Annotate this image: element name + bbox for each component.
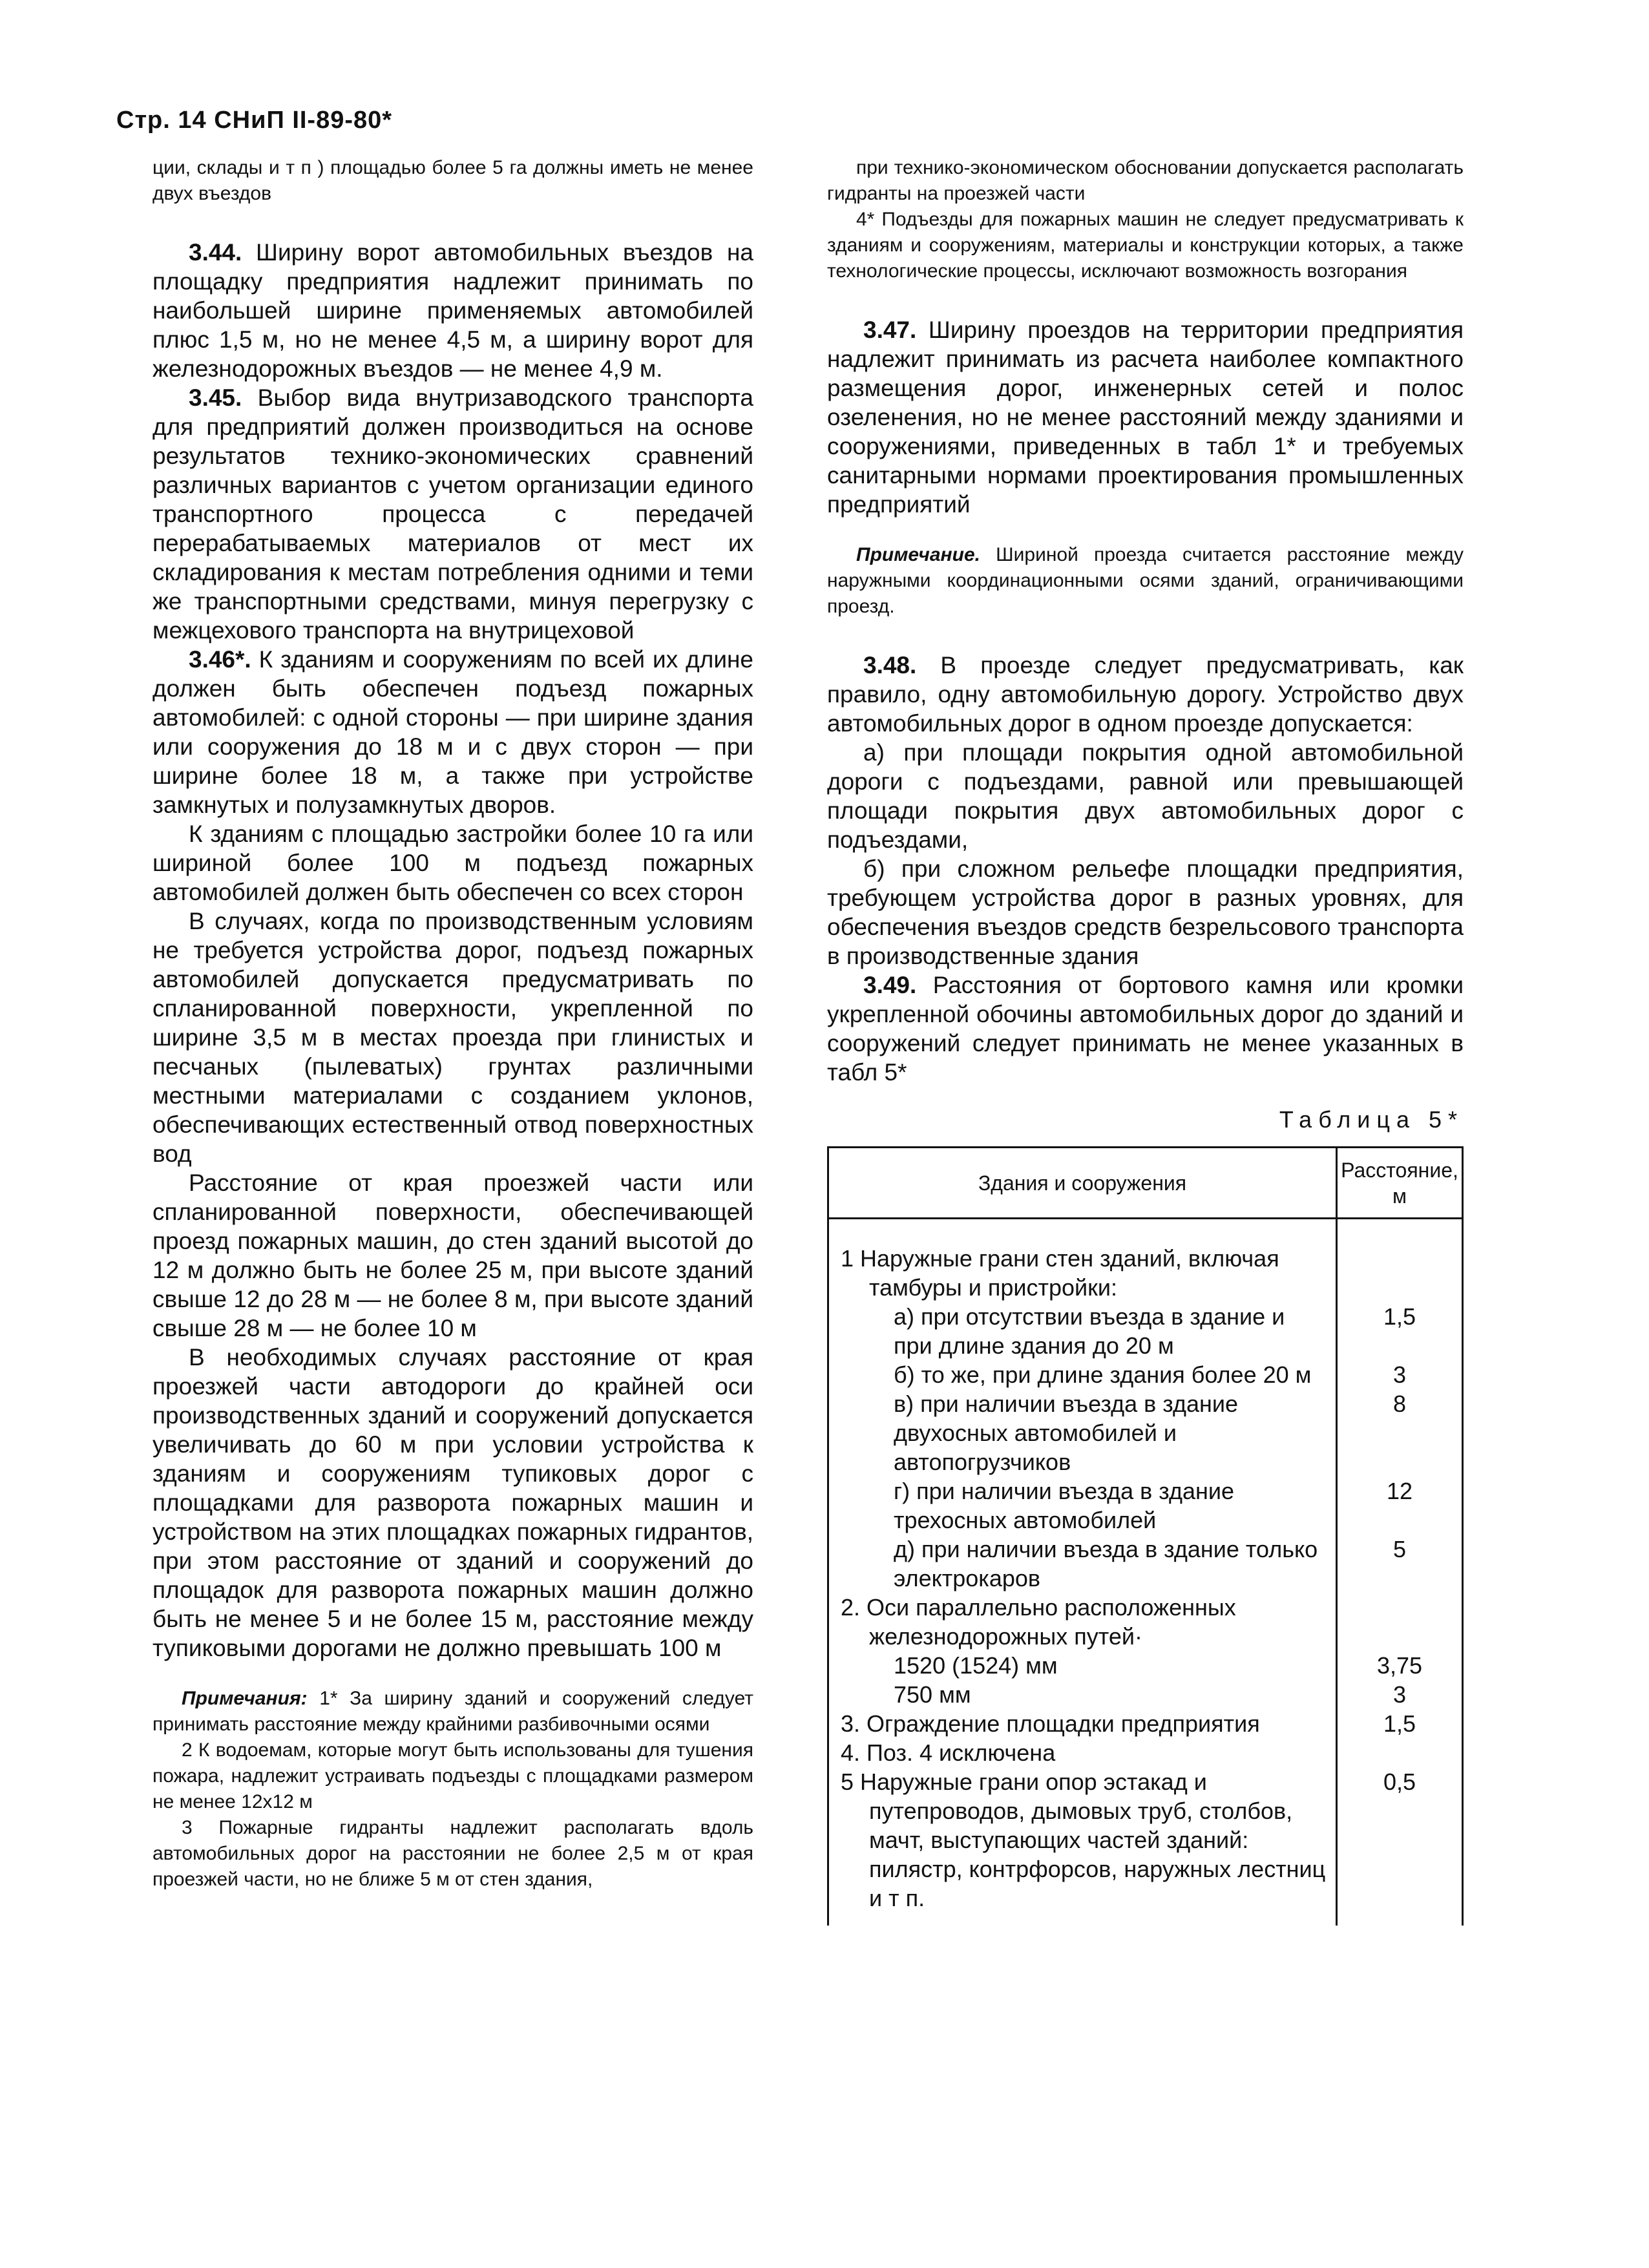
column-header: Расстояние, м [1337, 1148, 1463, 1219]
right-column [827, 155, 1464, 1926]
row-label: 5 Наружные грани опор эстакад и путепроводов, дымовых труб, столбов, мачт, выступающих частей зданий: пилястр, контрфорсов, наружных лестниц и т п. [841, 1769, 1326, 1911]
table-cell [1337, 1651, 1463, 1680]
clause-3-45 [152, 383, 753, 645]
row-value: 1,5 [1383, 1303, 1416, 1330]
row-value: 3 [1393, 1361, 1407, 1388]
clause-number: 3.48. [863, 652, 917, 678]
notes-item [152, 1686, 753, 1738]
clause-number: 3.47. [863, 317, 917, 343]
row-value: 12 [1387, 1478, 1413, 1504]
table-cell [1337, 1476, 1463, 1535]
note-label: Примечание. [856, 544, 980, 565]
notes-item: 4* Подъезды для пожарных машин не следует предусматривать к зданиям и сооружениям, материалы и конструкции которых, а также технологические процессы, исключают возможность возгорания [827, 209, 1464, 282]
clause-3-46-paragraph: В случаях, когда по производственным условиям не требуется устройства дорог, подъезд пожарных автомобилей допускается предусматривать по спланированной поверхности, укрепленной по ширине 3,5 м в местах проезда при глинистых и песчаных (пылеватых) грунтах различными местными материалами с созданием уклонов, обеспечивающих естественный отвод поверхностных вод [152, 908, 753, 1167]
row-label: 1520 (1524) мм [894, 1652, 1058, 1679]
row-label: а) при отсутствии въезда в здание и при длине здания до 20 м [894, 1303, 1285, 1359]
clause-text: Ширину ворот автомобильных въездов на площадку предприятия надлежит принимать по наибольшей ширине применяемых автомобилей плюс 1,5 м, но не менее 4,5 м, а ширину ворот для железнодорожных въездов — не менее 4,9 м. [152, 239, 753, 382]
table-row [828, 1360, 1463, 1389]
table-cell [828, 1302, 1337, 1360]
table-cell [828, 1360, 1337, 1389]
table-cell [1337, 1219, 1463, 1303]
table-cell [1337, 1709, 1463, 1738]
table-row [828, 1651, 1463, 1680]
table-row [828, 1738, 1463, 1767]
table-row [828, 1302, 1463, 1360]
table-cell [1337, 1738, 1463, 1767]
notes-item: 3 Пожарные гидранты надлежит располагать вдоль автомобильных дорог на расстоянии не более 2,5 м от края проезжей части, но не ближе 5 м от стен здания, [152, 1817, 753, 1890]
row-label: 3. Ограждение площадки предприятия [841, 1710, 1260, 1737]
clause-3-49 [827, 971, 1464, 1087]
table-5 [827, 1146, 1464, 1926]
row-value: 5 [1393, 1536, 1407, 1562]
table-cell [828, 1709, 1337, 1738]
table-row [828, 1593, 1463, 1651]
table-cell [1337, 1389, 1463, 1476]
table-cell [828, 1219, 1337, 1303]
clause-text: К зданиям и сооружениям по всей их длине должен быть обеспечен подъезд пожарных автомобилей: с одной стороны — при ширине здания или сооружения до 18 м и с двух сторон — при ширине более 18 м, а также при устройстве замкнутых и полузамкнутых дворов. [152, 646, 753, 818]
row-label: б) то же, при длине здания более 20 м [894, 1361, 1312, 1388]
table-cell [828, 1476, 1337, 1535]
clause-3-48-item: б) при сложном рельефе площадки предприятия, требующем устройства дорог в разных уровнях, для обеспечения въездов средств безрельсового транспорта в производственные здания [827, 856, 1464, 969]
clause-text: В проезде следует предусматривать, как правило, одну автомобильную дорогу. Устройство двух автомобильных дорог в одном проезде допускается: [827, 652, 1464, 737]
table-cell [828, 1738, 1337, 1767]
note-text: Шириной проезда считается расстояние между наружными координационными осями зданий, ограничивающими проезд. [827, 544, 1464, 617]
table-caption: Таблица 5* [1279, 1106, 1464, 1133]
clause-number: 3.44. [189, 239, 242, 266]
column-header: Здания и сооружения [828, 1148, 1337, 1219]
row-label: в) при наличии въезда в здание двухосных автомобилей и автопогрузчиков [894, 1391, 1239, 1475]
row-label: 750 мм [894, 1681, 971, 1708]
table-cell [1337, 1593, 1463, 1651]
clause-3-48 [827, 651, 1464, 738]
clause-3-46 [152, 645, 753, 819]
table-cell [828, 1593, 1337, 1651]
clause-3-46-paragraph: В необходимых случаях расстояние от края проезжей части автодороги до крайней оси производственных зданий и сооружений допускается увеличивать до 60 м при условии устройства к зданиям и сооружениям тупиковых дорог с площадками для разворота пожарных машин и устройством на этих площадках пожарных гидрантов, при этом расстояние от зданий и сооружений до площадок для разворота пожарных машин должно быть не менее 5 и не более 15 м, расстояние между тупиковыми дорогами не должно превышать 100 м [152, 1344, 753, 1661]
row-label: г) при наличии въезда в здание трехосных автомобилей [894, 1478, 1235, 1533]
clause-3-47 [827, 315, 1464, 519]
clause-number: 3.46*. [189, 646, 251, 673]
table-cell [1337, 1360, 1463, 1389]
table-row [828, 1767, 1463, 1926]
row-label: д) при наличии въезда в здание только электрокаров [894, 1536, 1318, 1591]
note-3-47 [827, 542, 1464, 620]
row-label: 1 Наружные грани стен зданий, включая тамбуры и пристройки: [841, 1245, 1279, 1301]
notes-label: Примечания: [182, 1688, 308, 1709]
table-cell [1337, 1680, 1463, 1709]
table-cell [828, 1680, 1337, 1709]
table-header-row [828, 1148, 1463, 1219]
left-column [152, 155, 753, 1893]
notes-item: при технико-экономическом обосновании допускается располагать гидранты на проезжей части [827, 157, 1464, 204]
notes-item: 2 К водоемам, которые могут быть использованы для тушения пожара, надлежит устраивать подъезды с площадками размером не менее 12х12 м [152, 1739, 753, 1812]
intro-continuation: ции, склады и т п ) площадью более 5 га должны иметь не менее двух въездов [152, 157, 753, 204]
row-value: 3,75 [1376, 1652, 1423, 1679]
clause-text: Расстояния от бортового камня или кромки укрепленной обочины автомобильных дорог до зданий и сооружений следует принимать не менее указанных в табл 5* [827, 972, 1464, 1086]
row-value: 3 [1393, 1681, 1407, 1708]
table-cell [1337, 1302, 1463, 1360]
clause-3-46-paragraph: Расстояние от края проезжей части или спланированной поверхности, обеспечивающей проезд пожарных машин, до стен зданий высотой до 12 м должно быть не более 25 м, при высоте зданий свыше 12 до 28 м — не более 8 м, при высоте зданий свыше 28 м — не более 10 м [152, 1170, 753, 1341]
table-row [828, 1680, 1463, 1709]
table-cell [828, 1389, 1337, 1476]
table-row [828, 1219, 1463, 1303]
clause-number: 3.49. [863, 972, 917, 998]
table-row [828, 1709, 1463, 1738]
clause-text: Выбор вида внутризаводского транспорта для предприятий должен производиться на основе результатов технико-экономических сравнений различных вариантов с учетом организации единого транспортного процесса с передачей перерабатываемых материалов от мест их складирования к местам потребления одними и теми же транспортными средствами, минуя перегрузку с межцехового транспорта на внутрицеховой [152, 384, 753, 644]
table-cell [828, 1651, 1337, 1680]
page-header: Стр. 14 СНиП II-89-80* [116, 107, 393, 134]
clause-number: 3.45. [189, 384, 242, 411]
row-value: 1,5 [1383, 1710, 1416, 1737]
table-cell [1337, 1535, 1463, 1593]
row-value: 0,5 [1383, 1769, 1416, 1795]
row-label: 2. Оси параллельно расположенных железнодорожных путей· [841, 1594, 1236, 1650]
note-text: 1* За ширину зданий и сооружений следует принимать расстояние между крайними разбивочными осями [152, 1688, 753, 1735]
clause-3-46-paragraph: К зданиям с площадью застройки более 10 га или шириной более 100 м подъезд пожарных автомобилей должен быть обеспечен со всех сторон [152, 821, 753, 905]
clause-3-44 [152, 238, 753, 383]
table-cell [828, 1535, 1337, 1593]
table-cell [1337, 1767, 1463, 1926]
table-cell [828, 1767, 1337, 1926]
table-row [828, 1389, 1463, 1476]
clause-text: Ширину проездов на территории предприятия надлежит принимать из расчета наиболее компактного размещения дорог, инженерных сетей и полос озеленения, но не менее расстояний между зданиями и сооружениями, приведенных в табл 1* и требуемых санитарными нормами проектирования промышленных предприятий [827, 317, 1464, 518]
clause-3-48-item: а) при площади покрытия одной автомобильной дороги с подъездами, равной или превышающей площади покрытия двух автомобильных дорог с подъездами, [827, 739, 1464, 853]
table-row [828, 1476, 1463, 1535]
table-row [828, 1535, 1463, 1593]
row-value: 8 [1393, 1391, 1407, 1417]
row-label: 4. Поз. 4 исключена [841, 1739, 1056, 1766]
